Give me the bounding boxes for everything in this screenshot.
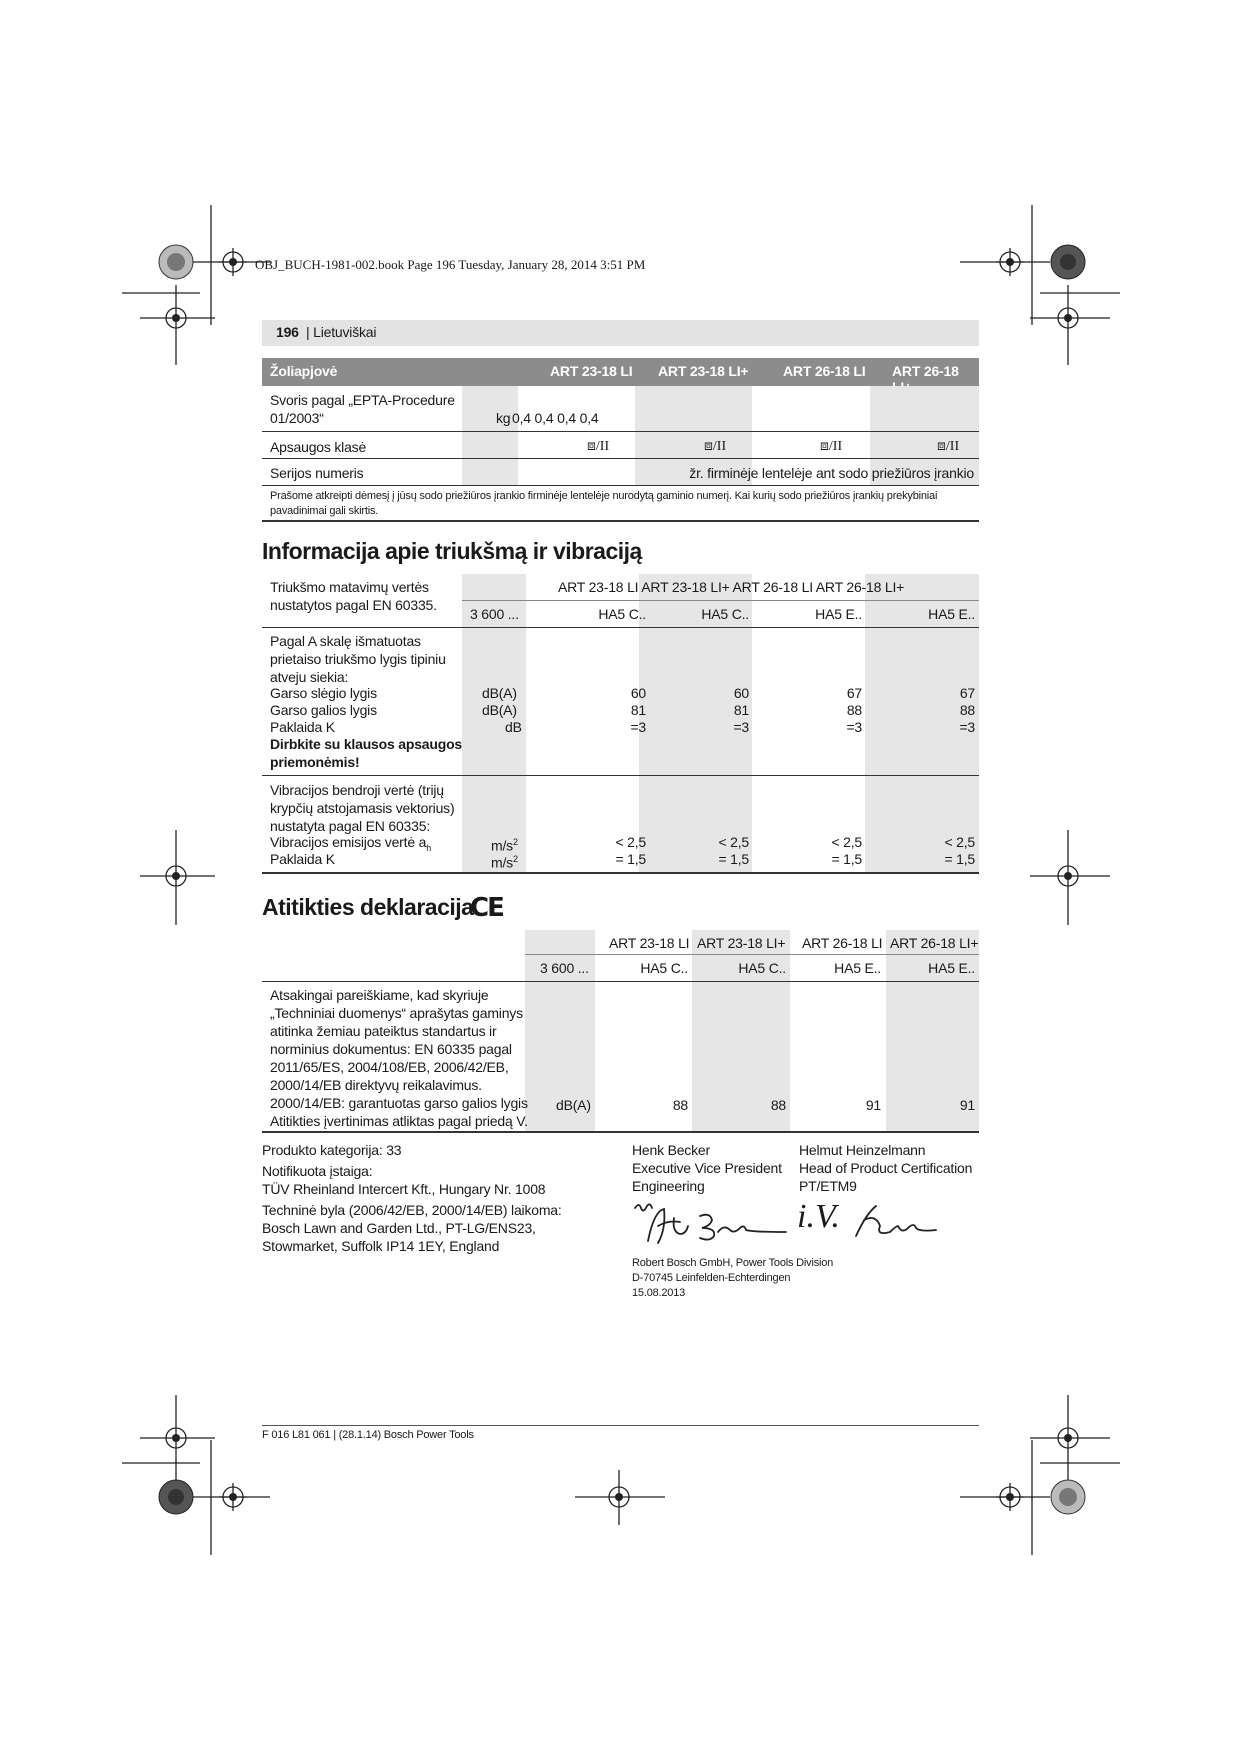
row-divider: [262, 485, 979, 486]
weight-values: 0,4 0,4 0,4 0,4: [512, 410, 599, 426]
noise-value: 81: [733, 702, 749, 718]
conf-value: 91: [959, 1097, 975, 1113]
noise-code-4: HA5 E..: [928, 606, 975, 622]
page-number: 196: [276, 324, 299, 340]
noise-code-0: 3 600 ...: [470, 606, 519, 622]
noise-intro: Pagal A skalę išmatuotas prietaiso triukšmo lygis tipiniu atveju siekia:: [270, 633, 446, 685]
vibration-label-sub: h: [426, 842, 431, 853]
footer-text: F 016 L81 061 | (28.1.14) Bosch Power Tools: [262, 1429, 474, 1441]
footer-rule: [262, 1425, 979, 1426]
table-bottom-rule: [262, 872, 979, 874]
vibration-unit-sup: 2: [512, 837, 518, 847]
row-divider: [262, 775, 979, 776]
noise-value: 88: [846, 702, 862, 718]
noise-code-1: HA5 C..: [598, 606, 646, 622]
vibration-value: < 2,5: [944, 834, 975, 850]
noise-table: [262, 574, 979, 874]
spec-table-header: [262, 358, 979, 386]
spec-table-title: Žoliapjovė: [270, 363, 338, 379]
protection-value-3: ⧈/II: [820, 439, 843, 454]
row-divider: [262, 627, 979, 628]
noise-value: =3: [846, 719, 862, 735]
row-divider: [262, 458, 979, 459]
vibration-unit-text: m/s: [491, 854, 513, 871]
vibration-unit: [491, 850, 518, 872]
signer-2: Helmut Heinzelmann Head of Product Certification PT/ETM9: [799, 1142, 973, 1194]
spec-note: Prašome atkreipti dėmesį į jūsų sodo priežiūros įrankio firminėje lentelėje nurodytą gaminio numerį. Kai kurių sodo priežiūros įrankių prekybiniai pavadinimai gali skirtis.: [270, 490, 938, 517]
noise-value: 81: [630, 702, 646, 718]
weight-unit: kg: [496, 410, 511, 426]
noise-row-unit: dB(A): [482, 702, 517, 718]
noise-models-line: ART 23-18 LI ART 23-18 LI+ ART 26-18 LI ART 26-18 LI+: [558, 579, 905, 595]
conformity-table: [262, 930, 979, 1133]
noise-value: 67: [846, 685, 862, 701]
spec-model-4: ART 26-18: [892, 363, 959, 379]
iv-mark: i.V.: [797, 1198, 840, 1235]
noise-row-label: Garso slėgio lygis: [270, 685, 377, 701]
protection-value-2: ⧈/II: [704, 439, 727, 454]
page-language: | Lietuviškai: [306, 324, 377, 340]
spec-model-1: ART 23-18 LI: [550, 363, 633, 379]
conf-value: 91: [865, 1097, 881, 1113]
vibration-value: = 1,5: [615, 851, 646, 867]
noise-row-label: Paklaida K: [270, 719, 335, 735]
serial-label: Serijos numeris: [270, 465, 364, 481]
vibration-row-label: [270, 850, 335, 868]
company-address: Robert Bosch GmbH, Power Tools Division D-70745 Leinfelden-Echterdingen 15.08.2013: [632, 1257, 834, 1299]
table-bottom-rule: [262, 1131, 979, 1133]
noise-row-unit: dB: [505, 719, 522, 735]
noise-measure-label: Triukšmo matavimų vertės nustatytos pagal EN 60335.: [270, 579, 437, 613]
conf-value: 88: [672, 1097, 688, 1113]
table-bottom-rule: [262, 520, 979, 522]
conf-code-0: 3 600 ...: [540, 960, 589, 976]
conf-model-1: ART 23-18 LI: [609, 935, 690, 951]
ce-mark: CE: [470, 893, 503, 923]
vibration-unit-text: m/s: [491, 837, 513, 854]
ear-protection-warning: Dirbkite su klausos apsaugos priemonėmis!: [270, 736, 463, 770]
signer-1: Henk Becker Executive Vice President Engineering: [632, 1142, 782, 1194]
vibration-intro: Vibracijos bendroji vertė (trijų krypčių atstojamasis vektorius) nustatyta pagal EN 60335:: [270, 782, 455, 834]
conf-code-3: HA5 E..: [834, 960, 881, 976]
weight-label: Svoris pagal „EPTA-Procedure 01/2003“: [270, 392, 455, 426]
conf-model-2: ART 23-18 LI+: [697, 935, 786, 951]
noise-value: =3: [630, 719, 646, 735]
conf-value: 88: [770, 1097, 786, 1113]
noise-value: 60: [630, 685, 646, 701]
noise-heading: Informacija apie triukšmą ir vibraciją: [262, 538, 642, 564]
serial-value: žr. firminėje lentelėje ant sodo priežiūros įrankio: [689, 465, 974, 481]
row-divider: [262, 431, 979, 432]
vibration-value: < 2,5: [831, 834, 862, 850]
noise-value: 67: [959, 685, 975, 701]
protection-label: Apsaugos klasė: [270, 439, 367, 455]
vibration-value: = 1,5: [944, 851, 975, 867]
page-header-bar: [262, 320, 979, 346]
conf-code-4: HA5 E..: [928, 960, 975, 976]
noise-value: =3: [959, 719, 975, 735]
conf-model-4: ART 26-18 LI+: [890, 935, 979, 951]
noise-row-unit: dB(A): [482, 685, 517, 701]
row-divider: [525, 954, 979, 955]
noise-code-3: HA5 E..: [815, 606, 862, 622]
conf-model-3: ART 26-18 LI: [802, 935, 883, 951]
notified-body: Notifikuota įstaiga: TÜV Rheinland Intercert Kft., Hungary Nr. 1008: [262, 1163, 546, 1197]
noise-value: =3: [733, 719, 749, 735]
spec-col-shade: [462, 386, 518, 486]
vibration-value: = 1,5: [718, 851, 749, 867]
conf-unit: dB(A): [556, 1097, 591, 1113]
noise-row-label: Garso galios lygis: [270, 702, 377, 718]
vibration-value: < 2,5: [615, 834, 646, 850]
conf-code-2: HA5 C..: [738, 960, 786, 976]
spec-model-3: ART 26-18 LI: [783, 363, 866, 379]
technical-file: Techninė byla (2006/42/EB, 2000/14/EB) laikoma: Bosch Lawn and Garden Ltd., PT-LG/ENS23, Stowmarket, Suffolk IP14 1EY, England: [262, 1202, 562, 1254]
row-divider: [462, 600, 979, 601]
row-divider: [262, 981, 979, 982]
conformity-heading: Atitikties deklaracija: [262, 894, 474, 920]
vibration-unit-sup: 2: [512, 854, 518, 864]
vibration-label-text: Paklaida K: [270, 851, 335, 867]
protection-value-1: ⧈/II: [587, 439, 610, 454]
noise-value: 88: [959, 702, 975, 718]
noise-code-2: HA5 C..: [701, 606, 749, 622]
vibration-label-text: Vibracijos emisijos vertė a: [270, 834, 427, 850]
noise-value: 60: [733, 685, 749, 701]
spec-model-2: ART 23-18 LI+: [658, 363, 749, 379]
vibration-value: = 1,5: [831, 851, 862, 867]
declaration-text: Atsakingai pareiškiame, kad skyriuje „Techniniai duomenys“ aprašytas gaminys atitinka žemiau pateiktus standartus ir norminius dokumentus: EN 60335 pagal 2011/65/ES, 2004/108/EB, 2006/42/EB, 2000/14/EB direktyvų reikalavimus. 2000/14/EB: garantuotas garso galios lygis Atitikties įvertinimas atliktas pagal priedą V.: [270, 987, 528, 1129]
vibration-value: < 2,5: [718, 834, 749, 850]
conf-code-1: HA5 C..: [640, 960, 688, 976]
product-category: Produkto kategorija: 33: [262, 1142, 402, 1158]
signature: [630, 1196, 960, 1256]
print-header: OBJ_BUCH-1981-002.book Page 196 Tuesday, January 28, 2014 3:51 PM: [255, 257, 646, 272]
protection-value-4: ⧈/II: [937, 439, 960, 454]
